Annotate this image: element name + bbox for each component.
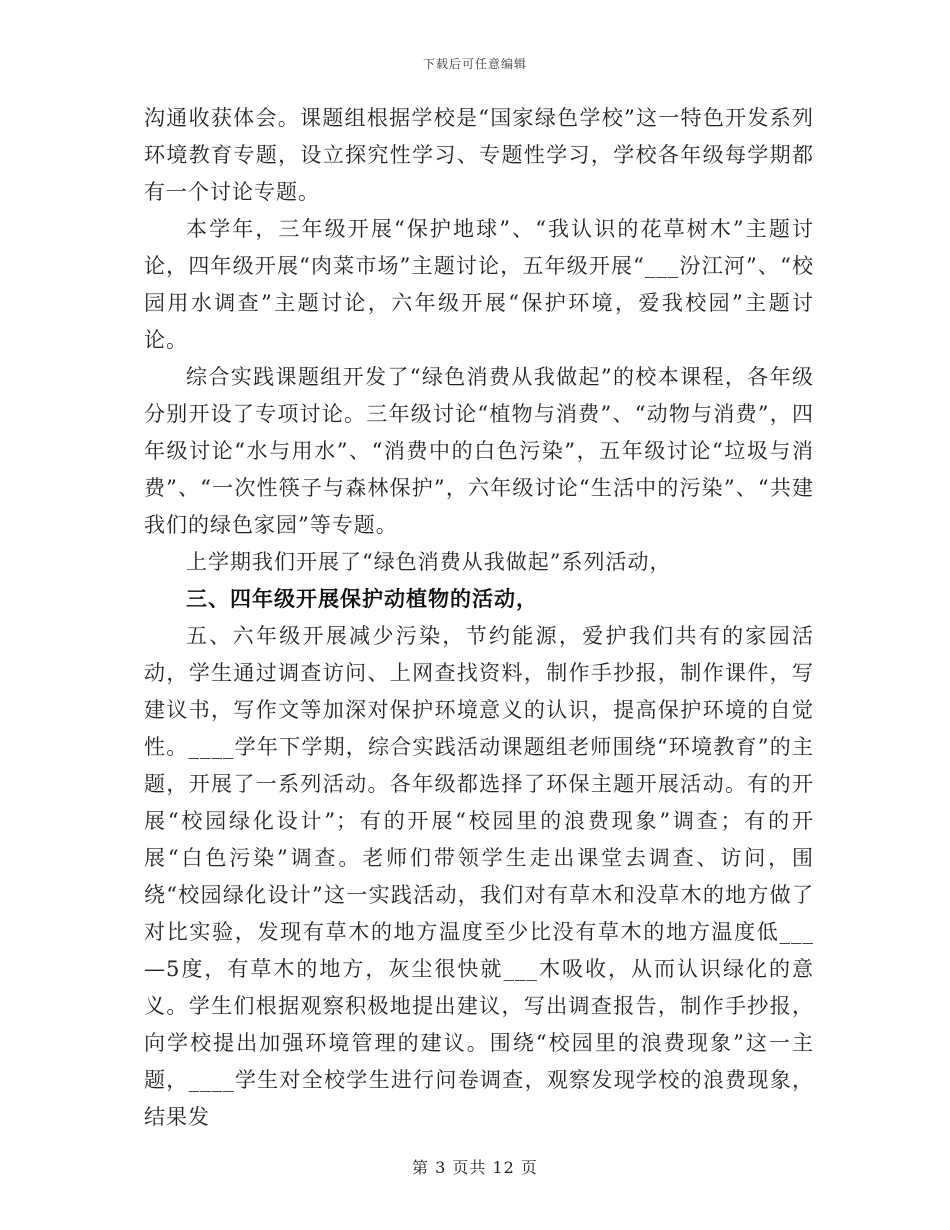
paragraph-2: 本学年，三年级开展“保护地球”、“我认识的花草树木”主题讨论，四年级开展“肉菜市场”主题讨论，五年级开展“___汾江河”、“校园用水调查”主题讨论，六年级开展“保护环境，爱我校园”主题讨论。 <box>144 217 814 352</box>
section-heading: 三、四年级开展保护动植物的活动， <box>186 587 538 611</box>
paragraph-1: 沟通收获体会。课题组根据学校是“国家绿色学校”这一特色开发系列环境教育专题，设立探究性学习、专题性学习，学校各年级每学期都有一个讨论专题。 <box>144 106 814 204</box>
document-body <box>144 100 814 1136</box>
paragraph-5: 五、六年级开展减少污染，节约能源，爱护我们共有的家园活动，学生通过调查访问、上网查找资料，制作手抄报，制作课件，写建议书，写作文等加深对保护环境意义的认识，提高保护环境的自觉性。____学年下学期，综合实践活动课题组老师围绕“环境教育”的主题，开展了一系列活动。各年级都选择了环保主题开展活动。有的开展“校园绿化设计”；有的开展“校园里的浪费现象”调查；有的开展“白色污染”调查。老师们带领学生走出课堂去调查、访问，围绕“校园绿化设计”这一实践活动，我们对有草木和没草木的地方做了对比实验，发现有草木的地方温度至少比没有草木的地方温度低___—5度，有草木的地方，灰尘很快就___木吸收，从而认识绿化的意义。学生们根据观察积极地提出建议，写出调查报告，制作手抄报，向学校提出加强环境管理的建议。围绕“校园里的浪费现象”这一主题，____学生对全校学生进行问卷调查，观察发现学校的浪费现象，结果发 <box>144 624 814 1129</box>
paragraph-4: 上学期我们开展了“绿色消费从我做起”系列活动， <box>186 550 672 574</box>
paragraph-3: 综合实践课题组开发了“绿色消费从我做起”的校本课程，各年级分别开设了专项讨论。三年级讨论“植物与消费”、“动物与消费”，四年级讨论“水与用水”、“消费中的白色污染”，五年级讨论“垃圾与消费”、“一次性筷子与森林保护”，六年级讨论“生活中的污染”、“共建我们的绿色家园”等专题。 <box>144 365 814 537</box>
page-number: 第 3 页共 12 页 <box>412 1158 538 1177</box>
header-note: 下载后可任意编辑 <box>422 57 527 71</box>
